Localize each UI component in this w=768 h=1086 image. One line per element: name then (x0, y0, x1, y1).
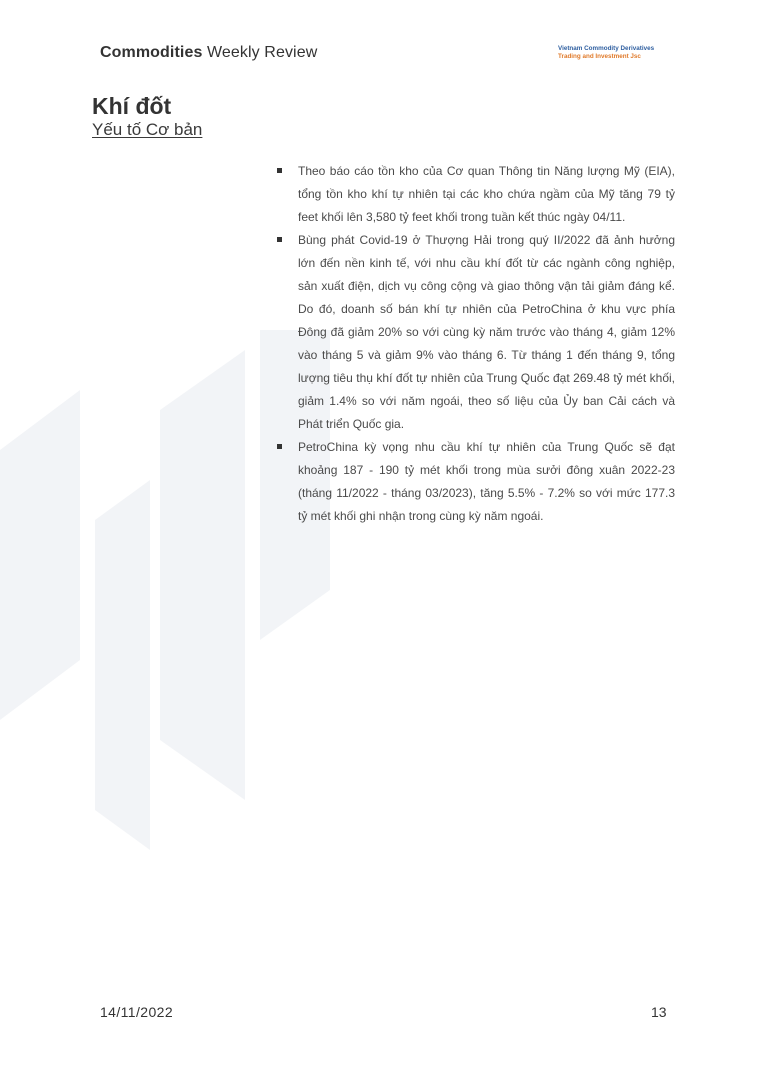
bullet-text: Bùng phát Covid-19 ở Thượng Hải trong quý II/2022 đã ảnh hưởng lớn đến nền kinh tế, với nhu cầu khí đốt từ các ngành công nghiệp, sản xuất điện, dịch vụ công cộng và giao thông vận tải giảm đáng kể. Do đó, doanh số bán khí tự nhiên của PetroChina ở khu vực phía Đông đã giảm 20% so với cùng kỳ năm trước vào tháng 4, giảm 12% vào tháng 5 và giảm 9% vào tháng 6. Từ tháng 1 đến tháng 9, tổng lượng tiêu thụ khí đốt tự nhiên của Trung Quốc đạt 269.48 tỷ mét khối, giảm 1.4% so với năm ngoái, theo số liệu của Ủy ban Cải cách và Phát triển Quốc gia. (298, 233, 675, 431)
bullet-list-container (277, 160, 675, 528)
section-title: Khí đốt (92, 93, 172, 119)
section-subtitle: Yếu tố Cơ bản (92, 120, 203, 139)
company-name-line1: Vietnam Commodity Derivatives (558, 45, 655, 52)
report-header (100, 44, 317, 62)
bullet-item (277, 436, 675, 528)
footer-date: 14/11/2022 (100, 1004, 174, 1020)
bullet-item (277, 229, 675, 436)
bullet-item (277, 160, 675, 229)
report-title-bold: Commodities (100, 44, 203, 61)
square-bullet-icon (277, 444, 282, 449)
report-title-rest: Weekly Review (202, 44, 318, 61)
company-name-line2: Trading and Investment Jsc (558, 52, 641, 60)
bullet-list (277, 160, 675, 528)
square-bullet-icon (277, 168, 282, 173)
square-bullet-icon (277, 237, 282, 242)
company-logo-text (558, 45, 654, 60)
page-number: 13 (651, 1004, 667, 1020)
bullet-text: PetroChina kỳ vọng nhu cầu khí tự nhiên của Trung Quốc sẽ đạt khoảng 187 - 190 tỷ mét khối trong mùa sưởi đông xuân 2022-23 (tháng 11/2022 - tháng 03/2023), tăng 5.5% - 7.2% so với mức 177.3 tỷ mét khối ghi nhận trong cùng kỳ năm ngoái. (298, 440, 675, 523)
bullet-text: Theo báo cáo tồn kho của Cơ quan Thông tin Năng lượng Mỹ (EIA), tổng tồn kho khí tự nhiên tại các kho chứa ngầm của Mỹ tăng 79 tỷ feet khối lên 3,580 tỷ feet khối trong tuần kết thúc ngày 04/11. (298, 164, 675, 224)
